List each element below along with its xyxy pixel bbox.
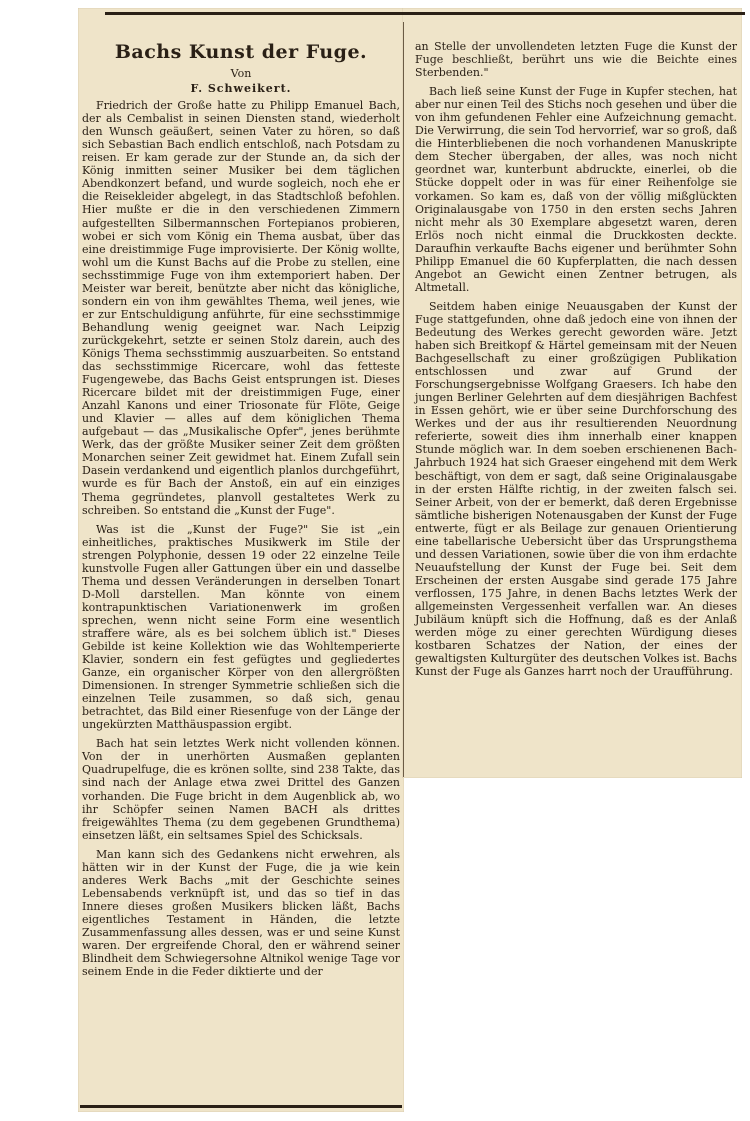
byline-von: Von [230, 67, 252, 80]
left-column [82, 40, 400, 984]
right-column [415, 40, 737, 684]
paragraph: Bach hat sein letztes Werk nicht vollenden können. Von der in unerhörten Ausmaßen geplanten Quadrupelfuge, die es krönen sollte, sind 238 Takte, das sind nach der Anlage etwa zwei Drittel des Ganzen vorhanden. Die Fuge bricht in dem Augenblick ab, wo ihr Schöpfer seinen Namen BACH als drittes freigewähltes Thema (zu dem gegebenen Grundthema) einsetzen läßt, ein seltsames Spiel des Schicksals. [82, 737, 400, 842]
column-divider [403, 22, 404, 777]
top-rule [105, 12, 745, 15]
paragraph: Bach ließ seine Kunst der Fuge in Kupfer stechen, hat aber nur einen Teil des Stichs noch gesehen und über die von ihm gefundenen Fehler eine Aufzeichnung gemacht. Die Verwirrung, die sein Tod hervorrief, war so groß, daß die Hinterbliebenen die noch vorhandenen Manuskripte dem Stecher übergaben, der alles, was noch nicht geordnet war, kunterbunt abdruckte, einerlei, ob die Stücke doppelt oder in was für einer Reihenfolge sie vorkamen. So kam es, daß von der völlig mißglückten Originalausgabe von 1750 in den ersten sechs Jahren nicht mehr als 30 Exemplare abgesetzt waren, deren Erlös noch nicht einmal die Druckkosten deckte. Daraufhin verkaufte Bachs eigener und berühmter Sohn Philipp Emanuel die 60 Kupferplatten, die nach dessen Angebot an Gewicht einen Zentner betrugen, als Altmetall. [415, 85, 737, 294]
article-title: Bachs Kunst der Fuge. [114, 41, 368, 63]
paragraph: Seitdem haben einige Neuausgaben der Kunst der Fuge stattgefunden, ohne daß jedoch eine von ihnen der Bedeutung des Werkes gerecht geworden wäre. Jetzt haben sich Breitkopf & Härtel gemeinsam mit der Neuen Bachgesellschaft zu einer großzügigen Publikation entschlossen und zwar auf Grund der Forschungsergebnisse Wolfgang Graesers. Ich habe den jungen Berliner Gelehrten auf dem diesjährigen Bachfest in Essen gehört, wie er über seine Durchforschung des Werkes und der aus ihr resultierenden Neuordnung referierte, soweit dies ihm innerhalb einer knappen Stunde möglich war. In dem soeben erschienenen Bach-Jahrbuch 1924 hat sich Graeser eingehend mit dem Werk beschäftigt, von dem er sagt, daß seine Originalausgabe in der ersten Hälfte richtig, in der zweiten falsch sei. Seiner Arbeit, von der er bemerkt, daß deren Ergebnisse sämtliche bisherigen Notenausgaben der Kunst der Fuge entwerte, fügt er als Beilage zur genauen Orientierung eine tabellarische Uebersicht über das Ursprungsthema und dessen Variationen, sowie über die von ihm erdachte Neuaufstellung der Kunst der Fuge bei. Seit dem Erscheinen der ersten Ausgabe sind gerade 175 Jahre verflossen, 175 Jahre, in denen Bachs letztes Werk der allgemeinsten Vergessenheit verfallen war. An dieses Jubiläum knüpft sich die Hoffnung, daß es der Anlaß werden möge zu einer gerechten Würdigung dieses kostbaren Schatzes der Nation, der eines der gewaltigsten Kulturgüter des deutschen Volkes ist. Bachs Kunst der Fuge als Ganzes harrt noch der Uraufführung. [415, 299, 737, 679]
paragraph: Man kann sich des Gedankens nicht erwehren, als hätten wir in der Kunst der Fuge, die ja wie kein anderes Werk Bachs „mit der Geschichte seines Lebensabends verknüpft ist, und das so tief in das Innere dieses großen Musikers blicken läßt, Bachs eigentliches Testament in Händen, die letzte Zusammenfassung alles dessen, was er und seine Kunst waren. Der ergreifende Choral, den er während seiner Blindheit dem Schwiegersohne Altnikol wenige Tage vor seinem Ende in die Feder diktierte und der [82, 847, 400, 979]
paragraph: Friedrich der Große hatte zu Philipp Emanuel Bach, der als Cembalist in seinen Diensten stand, wiederholt den Wunsch geäußert, seinen Vater zu hören, so daß sich Sebastian Bach endlich entschloß, nach Potsdam zu reisen. Er kam gerade zur der Stunde an, da sich der König inmitten seiner Musiker bei dem täglichen Abendkonzert befand, und wurde sogleich, noch ehe er die Reisekleider abgelegt, in das Stadtschloß befohlen. Hier mußte er die in den verschiedenen Zimmern aufgestellten Silbermannschen Fortepianos probieren, wobei er sich vom König ein Thema ausbat, über das eine dreistimmige Fuge improvisierte. Der König wollte, wohl um die Kunst Bachs auf die Probe zu stellen, eine sechsstimmige Fuge von ihm extemporiert haben. Der Meister war bereit, benützte aber nicht das königliche, sondern ein von ihm gewähltes Thema, weil jenes, wie er zur Entschuldigung anführte, für eine sechsstimmige Behandlung wenig geeignet war. Nach Leipzig zurückgekehrt, setzte er seinen Stolz darein, auch des Königs Thema sechsstimmig auszuarbeiten. So entstand das sechsstimmige Ricercare, wohl das fetteste Fugengewebe, das Bachs Geist entsprungen ist. Dieses Ricercare bildet mit der dreistimmigen Fuge, einer Anzahl Kanons und einer Triosonate für Flöte, Geige und Klavier — alles auf dem königlichen Thema aufgebaut — das „Musikalische Opfer", jenes berühmte Werk, das der größte Musiker seiner Zeit dem größten Monarchen seiner Zeit gewidmet hat. Einem Zufall sein Dasein verdankend und eigentlich planlos durchgeführt, wurde es für Bach der Anstoß, ein auf ein einziges Thema gegründetes, planvoll gestaltetes Werk zu schreiben. So entstand die „Kunst der Fuge". [82, 99, 400, 517]
author-name: F. Schweikert. [190, 82, 292, 96]
paragraph: Was ist die „Kunst der Fuge?" Sie ist „ein einheitliches, praktisches Musikwerk im Stile der strengen Polyphonie, dessen 19 oder 22 einzelne Teile kunstvolle Fugen aller Gattungen über ein und dasselbe Thema und dessen Veränderungen in derselben Tonart D-Moll darstellen. Man könnte von einem kontrapunktischen Variationenwerk im großen sprechen, wenn nicht seine Form eine wesentlich straffere wäre, als es bei solchem üblich ist." Dieses Gebilde ist keine Kollektion wie das Wohltemperierte Klavier, sondern ein fest gefügtes und gegliedertes Ganze, ein organischer Körper von den allergrößten Dimensionen. In strenger Symmetrie schließen sich die einzelnen Teile zusammen, so daß sich, genau betrachtet, das Bild einer Riesenfuge von der Länge der ungekürzten Matthäuspassion ergibt. [82, 522, 400, 732]
paragraph: an Stelle der unvollendeten letzten Fuge die Kunst der Fuge beschließt, berührt uns wie die Beichte eines Sterbenden." [415, 40, 737, 80]
bottom-rule [80, 1105, 402, 1108]
